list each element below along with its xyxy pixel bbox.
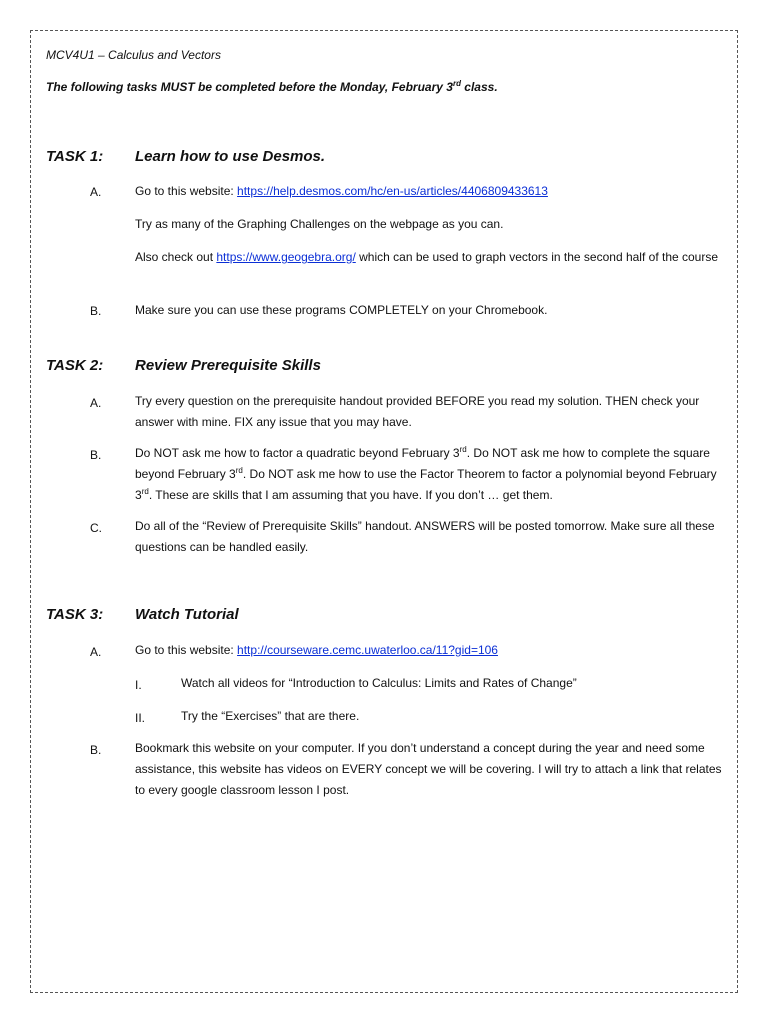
task2-label: TASK 2: bbox=[46, 357, 104, 374]
task2-c-letter: C. bbox=[90, 521, 102, 535]
task3-i-num: I. bbox=[135, 678, 142, 692]
task3-i-text: Watch all videos for “Introduction to Calculus: Limits and Rates of Change” bbox=[181, 676, 577, 690]
task3-a-text: Go to this website: http://courseware.cemc.uwaterloo.ca/11?gid=106 bbox=[135, 643, 498, 657]
task3-a-letter: A. bbox=[90, 645, 102, 659]
course-title: MCV4U1 – Calculus and Vectors bbox=[46, 48, 221, 62]
deadline-notice: The following tasks MUST be completed before the Monday, February 3rd class. bbox=[46, 79, 498, 94]
task1-b-letter: B. bbox=[90, 304, 102, 318]
task3-ii-num: II. bbox=[135, 711, 146, 725]
task1-a-text: Go to this website: https://help.desmos.com/hc/en-us/articles/4406809433613 bbox=[135, 184, 548, 198]
task1-title: Learn how to use Desmos. bbox=[135, 148, 326, 165]
task1-a-line2: Try as many of the Graphing Challenges on the webpage as you can. bbox=[135, 217, 504, 231]
task1-a-letter: A. bbox=[90, 185, 102, 199]
task3-label: TASK 3: bbox=[46, 606, 104, 623]
task3-ii-text: Try the “Exercises” that are there. bbox=[181, 709, 360, 723]
task2-b-text: Do NOT ask me how to factor a quadratic beyond February 3rd. Do NOT ask me how to complete the square beyond February 3rd. Do NOT ask me how to use the Factor Theorem to factor a polynomial beyond February 3rd. These are skills that I am assuming that you have. If you don’t … get them. bbox=[135, 445, 717, 502]
task2-a-text: Try every question on the prerequisite handout provided BEFORE you read my solution. THEN check your answer with mine. FIX any issue that you may have. bbox=[135, 394, 700, 429]
task3-b-text: Bookmark this website on your computer. If you don’t understand a concept during the year and need some assistance, this website has videos on EVERY concept we will be covering. I will try to attach a link that relates to every google classroom lesson I post. bbox=[135, 741, 722, 797]
geogebra-link[interactable]: https://www.geogebra.org/ bbox=[216, 250, 356, 264]
task2-title: Review Prerequisite Skills bbox=[135, 357, 321, 374]
task2-c-text: Do all of the “Review of Prerequisite Skills” handout. ANSWERS will be posted tomorrow. Make sure all these questions can be handled easily. bbox=[135, 519, 715, 554]
cemc-courseware-link[interactable]: http://courseware.cemc.uwaterloo.ca/11?gid=106 bbox=[237, 643, 498, 657]
task1-b-text: Make sure you can use these programs COMPLETELY on your Chromebook. bbox=[135, 303, 548, 317]
task1-a-line3: Also check out https://www.geogebra.org/ which can be used to graph vectors in the second half of the course bbox=[135, 250, 719, 264]
desmos-link[interactable]: https://help.desmos.com/hc/en-us/articles/4406809433613 bbox=[237, 184, 548, 198]
page-border bbox=[30, 30, 738, 993]
task3-b-letter: B. bbox=[90, 743, 102, 757]
task2-a-letter: A. bbox=[90, 396, 102, 410]
task2-b-letter: B. bbox=[90, 448, 102, 462]
task1-label: TASK 1: bbox=[46, 148, 104, 165]
task3-title: Watch Tutorial bbox=[135, 606, 239, 623]
